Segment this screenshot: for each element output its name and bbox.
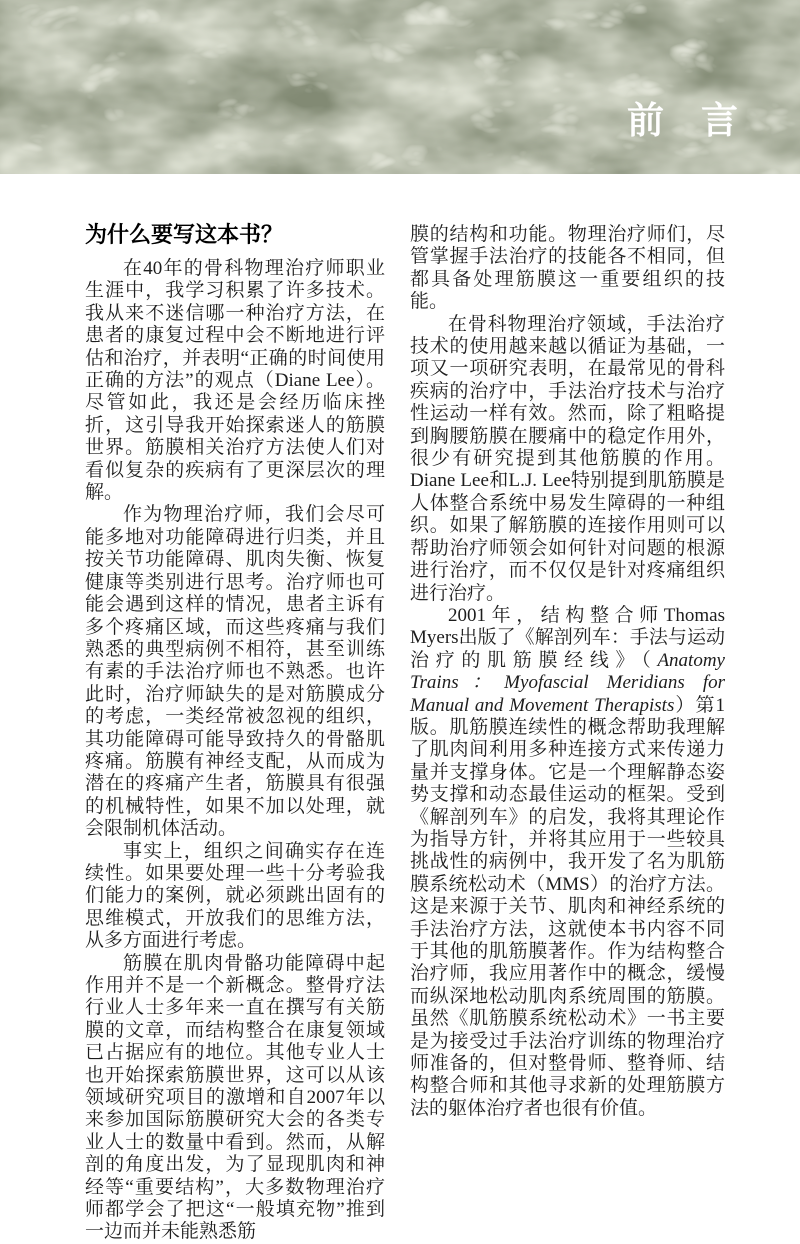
paragraph-anatomy-trains	[410, 605, 725, 1120]
right-column	[410, 222, 725, 1244]
paragraph-fascia-history-continuation: 膜的结构和功能。物理治疗师们，尽管掌握手法治疗的技能各不相同，但都具备处理筋膜这一重要组织的技能。	[410, 224, 725, 313]
text-segment-after-title: ）第1版。肌筋膜连续性的概念帮助我理解了肌肉间利用多种连接方式来传递力量并支撑身体。它是一个理解静态姿势支撑和动态最佳运动的框架。受到《解剖列车》的启发，我将其理论作为指导方针，并将其应用于一些较具挑战性的病例中，我开发了名为肌筋膜系统松动术（MMS）的治疗方法。这是来源于关节、肌肉和神经系统的手法治疗方法，这就使本书内容不同于其他的肌筋膜著作。作为结构整合治疗师，我应用著作中的概念，缓慢而纵深地松动肌肉系统周围的筋膜。虽然《肌筋膜系统松动术》一书主要是为接受过手法治疗训练的物理治疗师准备的，但对整骨师、整脊师、结构整合师和其他寻求新的处理筋膜方法的躯体治疗者也很有价值。	[410, 694, 725, 1119]
book-title-english: Anatomy Trains：Myofascial Meridians for Manual and Movement Therapists	[410, 649, 725, 716]
section-heading: 为什么要写这本书？	[85, 222, 284, 247]
chapter-title: 前 言	[627, 100, 738, 141]
left-column	[85, 222, 385, 1244]
paragraph-fascia-history-start: 筋膜在肌肉骨骼功能障碍中起作用并不是一个新概念。整骨疗法行业人士多年来一直在撰写有关筋膜的文章，而结构整合在康复领域已占据应有的地位。其他专业人士也开始探索筋膜世界，这可以从该领域研究项目的激增和自2007年以来参加国际筋膜研究大会的各类专业人士的数量中看到。然而，从解剖的角度出发，为了显现肌肉和神经等“重要结构”，大多数物理治疗师都学会了把这“一般填充物”推到一边而并未能熟悉筋	[85, 952, 385, 1243]
chapter-header-banner	[0, 0, 800, 174]
paragraph-evidence-based: 在骨科物理治疗领域，手法治疗技术的使用越来越以循证为基础，一项又一项研究表明，在最常见的骨科疾病的治疗中，手法治疗技术与治疗性运动一样有效。然而，除了粗略提到胸腰筋膜在腰痛中的稳定作用外，很少有研究提到其他筋膜的作用。Diane Lee和L.J. Lee特别提到肌筋膜是人体整合系统中易发生障碍的一种组织。如果了解筋膜的连接作用则可以帮助治疗师领会如何针对问题的根源进行治疗，而不仅仅是针对疼痛组织进行治疗。	[410, 313, 725, 604]
paragraph-classification: 作为物理治疗师，我们会尽可能多地对功能障碍进行归类，并且按关节功能障碍、肌肉失衡、恢复健康等类别进行思考。治疗师也可能会遇到这样的情况，患者主诉有多个疼痛区域，而这些疼痛与我们熟悉的典型病例不相符，甚至训练有素的手法治疗师也不熟悉。也许此时，治疗师缺失的是对筋膜成分的考虑，一类经常被忽视的组织，其功能障碍可能导致持久的骨骼肌疼痛。筋膜有神经支配，从而成为潜在的疼痛产生者，筋膜具有很强的机械特性，如果不加以处理，就会限制机体活动。	[85, 504, 385, 840]
text-segment-before-title: 2001年，结构整合师Thomas Myers出版了《解剖列车：手法与运动治疗的肌筋膜经线》（	[410, 604, 725, 671]
fascia-fiber-texture-image	[0, 0, 800, 174]
preface-content	[0, 222, 800, 1244]
paragraph-continuity: 事实上，组织之间确实存在连续性。如果要处理一些十分考验我们能力的案例，就必须跳出固有的思维模式，开放我们的思维方法，从多方面进行考虑。	[85, 840, 385, 952]
paragraph-career: 在40年的骨科物理治疗师职业生涯中，我学习积累了许多技术。我从来不迷信哪一种治疗方法，在患者的康复过程中会不断地进行评估和治疗，并表明“正确的时间使用正确的方法”的观点（Diane Lee）。尽管如此，我还是会经历临床挫折，这引导我开始探索迷人的筋膜世界。筋膜相关治疗方法使人们对看似复杂的疾病有了更深层次的理解。	[85, 258, 385, 504]
